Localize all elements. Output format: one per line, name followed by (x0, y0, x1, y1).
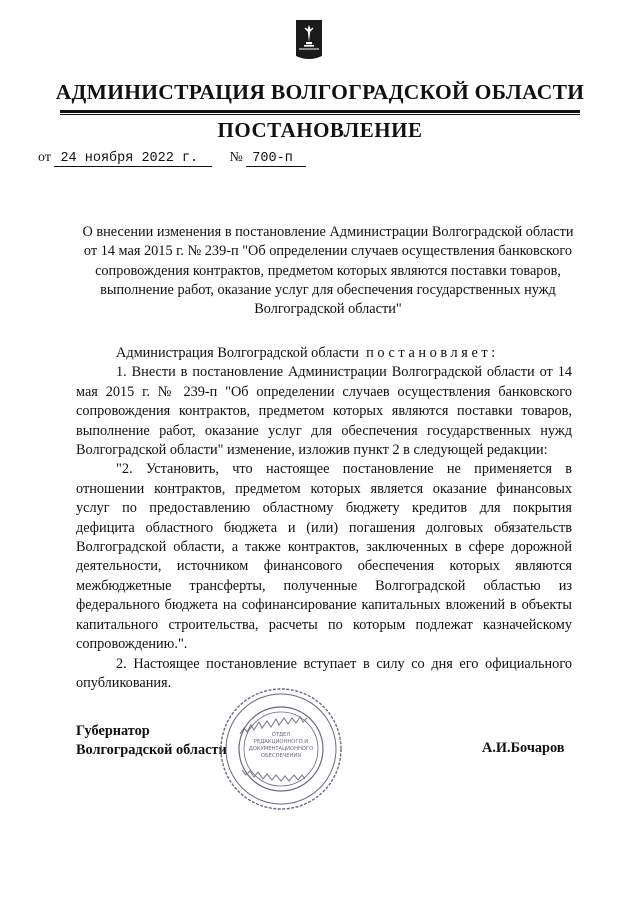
document-body (76, 344, 572, 693)
intro-text: Администрация Волгоградской области (116, 345, 359, 361)
intro-verb: постановляет: (366, 345, 499, 361)
header-rule-thin (60, 114, 580, 115)
date-field: 24 ноября 2022 г. (54, 151, 212, 167)
dateline (38, 150, 306, 167)
header-rule-thick (60, 110, 580, 113)
item-1-paragraph: 1. Внести в постановление Администрации Волгоградской области от 14 мая 2015 г. № 239-п "Об определении случаев осуществления банковского сопровождения контрактов, предметом которых являются поставки товаров, выполнение работ, оказание услуг для обеспечения государственных нужд Волгоградской области" изменение, изложив пункт 2 в следующей редакции: (76, 364, 572, 459)
document-subject: О внесении изменения в постановление Администрации Волгоградской области от 14 мая 2015 г. № 239-п "Об определении случаев осуществления банковского сопровождения контрактов, предметом которых являются поставки товаров, выполнение работ, оказание услуг для обеспечения государственных нужд Волгоградской области" (82, 224, 574, 318)
signatory-title-line2: Волгоградской области (76, 742, 227, 759)
signatory-name: А.И.Бочаров (482, 740, 565, 756)
signatory-title (76, 722, 227, 761)
item-2-paragraph: 2. Настоящее постановление вступает в силу со дня его официального опубликования. (76, 655, 572, 691)
number-prefix: № (229, 150, 243, 165)
number-field: 700-п (246, 151, 306, 167)
intro-paragraph (76, 344, 572, 363)
svg-text:РЕДАКЦИОННОГО И: РЕДАКЦИОННОГО И (253, 739, 309, 745)
document-type: ПОСТАНОВЛЕНИЕ (217, 118, 423, 142)
date-prefix: от (38, 150, 51, 165)
signatory-title-line1: Губернатор (76, 723, 150, 739)
coat-of-arms-icon (296, 20, 322, 60)
quoted-paragraph: "2. Установить, что настоящее постановление не применяется в отношении контрактов, предметом которых является оказание финансовых услуг по предоставлению областному бюджету кредитов для покрытия дефицита областного бюджета и (или) погашения долговых обязательств Волгоградской области, а также контрактов, заключенных в сфере дорожной деятельности, источником финансового обеспечения которых являются межбюджетные трансферты, полученные Волгоградской областью из федерального бюджета на софинансирование капитальных вложений в объекты капитального строительства, расчеты по которым подлежат казначейскому сопровождению.". (76, 461, 572, 653)
svg-text:ОТДЕЛ: ОТДЕЛ (271, 732, 291, 738)
svg-text:ОБЕСПЕЧЕНИЯ: ОБЕСПЕЧЕНИЯ (261, 753, 301, 759)
agency-name: АДМИНИСТРАЦИЯ ВОЛГОГРАДСКОЙ ОБЛАСТИ (55, 80, 585, 104)
official-seal-stamp (218, 686, 344, 812)
svg-text:ДОКУМЕНТАЦИОННОГО: ДОКУМЕНТАЦИОННОГО (248, 746, 314, 752)
